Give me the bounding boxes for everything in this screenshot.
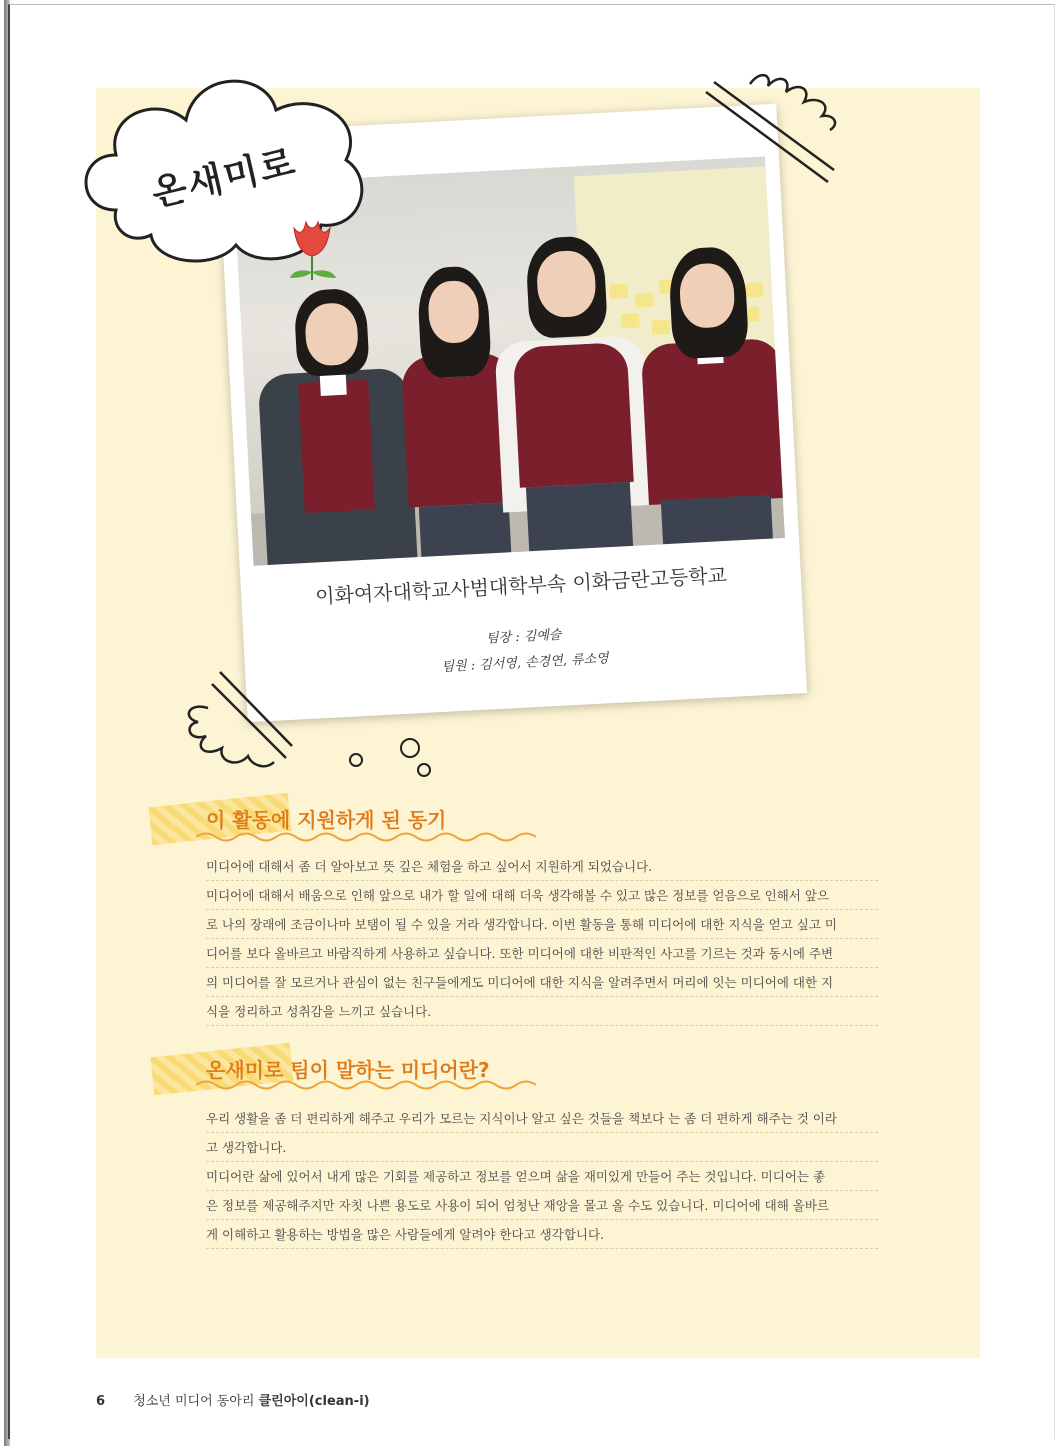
section-heading-motivation: 이 활동에 지원하게 된 동기 (206, 808, 447, 832)
team-leader: 팀장 : 김예슬 (485, 627, 562, 647)
text-line: 로 나의 장래에 조금이나마 보탬이 될 수 있을 거라 생각합니다. 이번 활동을 통해 미디어에 대한 지식을 얻고 싶고 미 (206, 910, 878, 939)
section-body-motivation (206, 852, 878, 1026)
wavy-underline (196, 830, 536, 844)
text-line: 의 미디어를 잘 모르거나 관심이 없는 친구들에게도 미디어에 대한 지식을 알려주면서 머리에 잇는 미디어에 대한 지 (206, 968, 878, 997)
page-footer (96, 1390, 370, 1409)
section-heading-media-definition: 온새미로 팀이 말하는 미디어란? (206, 1058, 490, 1082)
club-title: 온새미로 (147, 141, 301, 215)
team-members: 팀원 : 김서영, 손경연, 류소영 (441, 651, 610, 676)
tulip-doodle (282, 214, 342, 284)
lines-doodle-top (700, 70, 850, 190)
section-body-media-definition (206, 1104, 878, 1249)
bubbles-doodle (340, 736, 440, 786)
text-line: 우리 생활을 좀 더 편리하게 해주고 우리가 모르는 지식이나 알고 싶은 것들을 책보다 는 좀 더 편하게 해주는 것 이라 (206, 1104, 878, 1133)
text-line: 미디어에 대해서 배움으로 인해 앞으로 내가 할 일에 대해 더욱 생각해볼 수 있고 많은 정보를 얻음으로 인해서 앞으 (206, 881, 878, 910)
text-line: 고 생각합니다. (206, 1133, 878, 1162)
footer-brand: 클린아이(clean-i) (258, 1394, 370, 1409)
wavy-underline (196, 1078, 536, 1092)
text-line: 미디어에 대해서 좀 더 알아보고 뜻 깊은 체험을 하고 싶어서 지원하게 되었습니다. (206, 852, 878, 881)
text-line: 미디어란 삶에 있어서 내게 많은 기회를 제공하고 정보를 얻으며 삶을 재미있게 만들어 주는 것입니다. 미디어는 좋 (206, 1162, 878, 1191)
footer-text: 청소년 미디어 동아리 (133, 1394, 255, 1409)
text-line: 은 정보를 제공해주지만 자칫 나쁜 용도로 사용이 되어 엄청난 재앙을 몰고 올 수도 있습니다. 미디어에 대해 올바르 (206, 1191, 878, 1220)
page-number: 6 (96, 1394, 106, 1409)
text-line: 식을 정리하고 성취감을 느끼고 싶습니다. (206, 997, 878, 1026)
loops-doodle (182, 662, 322, 782)
school-name: 이화여자대학교사범대학부속 이화금란고등학교 (314, 562, 728, 609)
student-4 (627, 238, 785, 545)
text-line: 디어를 보다 올바르고 바람직하게 사용하고 싶습니다. 또한 미디어에 대한 비판적인 사고를 기르는 것과 동시에 주변 (206, 939, 878, 968)
text-line: 게 이해하고 활용하는 방법을 많은 사람들에게 알려야 한다고 생각합니다. (206, 1220, 878, 1249)
